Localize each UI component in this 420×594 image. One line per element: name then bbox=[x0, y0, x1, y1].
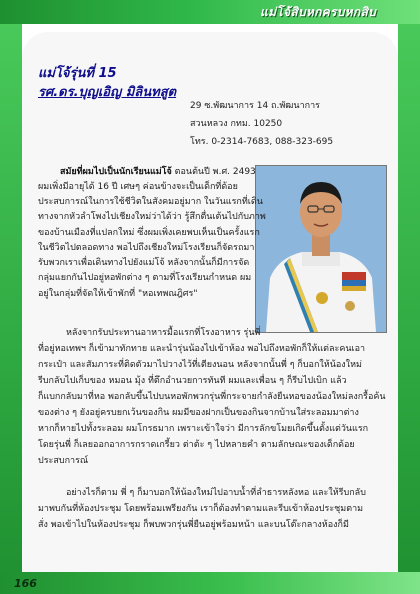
paragraph-3-line-1: อย่างไรก็ตาม พี่ ๆ ก็มาบอกให้น้องใหม่ไปอาบน้ำที่ลำธารหลังหอ และให้รีบกลับ bbox=[66, 488, 366, 498]
address-line-1: 29 ซ.พัฒนาการ 14 ถ.พัฒนาการ bbox=[190, 101, 320, 111]
paragraph-1-line-8: กลุ่มแยกกันไปอยู่หอพักต่าง ๆ ตามที่โรงเรียนกำหนด ผม bbox=[38, 273, 252, 283]
paragraph-1-line-5: ของบ้านเมืองที่แปลกใหม่ ซึ่งผมเพิ่งเคยพบเห็นเป็นครั้งแรก bbox=[38, 228, 260, 238]
address-line-3: โทร. 0-2314-7683, 088-323-695 bbox=[190, 137, 334, 147]
paragraph-3-line-3: สั่ง พอเข้าไปในห้องประชุม ก็พบพวกรุ่นพี่ยืนอยู่พร้อมหน้า และบนโต๊ะกลางห้องก็มี bbox=[38, 520, 349, 530]
author-name: รศ.ดร.บุญเอิญ มิลินทสูต bbox=[38, 85, 177, 100]
right-frame-stripe bbox=[398, 24, 420, 594]
paragraph-1-line-7: รับพวกเราเพื่อเดินทางไปยังแม่โจ้ หลังจากนั้นก็มีการจัด bbox=[38, 258, 250, 268]
address-line-2: สวนหลวง กทม. 10250 bbox=[190, 119, 283, 129]
portrait-image bbox=[256, 166, 386, 332]
portrait-photo bbox=[255, 165, 387, 333]
paragraph-3-line-2: มาพบกันที่ห้องประชุม โดยพร้อมเพรียงกัน เราก็ต้องทำตามและรีบเข้าห้องประชุมตาม bbox=[38, 504, 364, 514]
page-number: 166 bbox=[14, 577, 37, 590]
paragraph-2-line-1: หลังจากรับประทานอาหารมื้อแรกที่โรงอาหาร รุ่นพี่ bbox=[66, 328, 261, 338]
paragraph-2-line-2: ที่อยู่หอเทพฯ ก็เข้ามาทักทาย และนำรุ่นน้องไปเข้าห้อง พอไปถึงหอพักก็ให้แต่ละคนเอา bbox=[38, 344, 366, 354]
story-lead: สมัยที่ผมไปเป็นนักเรียนแม่โจ้ bbox=[60, 167, 172, 177]
paragraph-2-line-3: กระเป๋า และสัมภาระที่ติดตัวมาไปวางไว้ที่เตียงนอน หลังจากนั้นพี่ ๆ ก็บอกให้น้องใหม่ bbox=[38, 360, 362, 370]
paragraph-2-line-5: ก็แบกกลับมาที่หอ พอกลับขึ้นไปบนหอพักพวกรุ่นพี่กระจายกำลังยืนหอของน้องใหม่ลงกรื้อค้น bbox=[38, 392, 386, 402]
paragraph-2-line-4: รีบกลับไปเก็บของ หมอน มุ้ง ที่ตึกอำนวยการทันที ผมและเพื่อน ๆ ก็รีบไปเบิก แล้ว bbox=[38, 376, 347, 386]
header-title: แม่โจ้สิบหกครบหกสิบ bbox=[260, 5, 376, 19]
paragraph-1-line-9: อยู่ในกลุ่มที่จัดให้เข้าพักที่ "หอเทพณฎิศร" bbox=[38, 289, 198, 299]
footer-band bbox=[0, 572, 420, 594]
paragraph-2-line-6: ของต่าง ๆ ยังอยู่ครบยกเว้นของกิน ผมมีของฝากเป็นของกินจากบ้านใส่ระลอมมาต่าง bbox=[38, 408, 359, 418]
header-band bbox=[0, 0, 420, 24]
paragraph-2-line-8: โดยรุ่นพี่ ก็เลยออกอาการกราดเกรี้ยว ต่าต้ะ ๆ ไปหลายคำ ตามลักษณะของเด็กด้อย bbox=[38, 440, 355, 450]
paragraph-1-line-4: ทางจากหัวลำโพงไปเชียงใหม่ว่าได้ว่า รู้สึกตื่นเต้นไปกับภาพ bbox=[38, 212, 266, 222]
paragraph-1-line-1 bbox=[60, 165, 256, 180]
paragraph-1-line-2: ผมเพิ่งมีอายุได้ 16 ปี เศษๆ ค่อนข้างจะเป็นเด็กที่ด้อย bbox=[38, 182, 238, 192]
left-frame-stripe bbox=[0, 24, 22, 594]
paragraph-2-line-7: หากก็หายไปทั้งระลอม ผมโกรธมาก เพราะเข้าใจว่า มีการลักขโมยเกิดขึ้นตั้งแต่วันแรก bbox=[38, 424, 369, 434]
generation-label: แม่โจ้รุ่นที่ 15 bbox=[38, 66, 117, 81]
paragraph-1-line-3: ประสบการณ์ในการใช้ชีวิตในสังคมอยู่มาก ในวันแรกที่เดิน bbox=[38, 197, 263, 207]
paragraph-1-line-1-text: ตอนต้นปี พ.ศ. 2493 bbox=[174, 167, 256, 177]
paragraph-1-line-6: ในชีวิตไปตลอดทาง พอไปถึงเชียงใหม่โรงเรียนก็จัดรถมา bbox=[38, 243, 255, 253]
paragraph-2-line-9: ประสบการณ์ bbox=[38, 456, 89, 466]
